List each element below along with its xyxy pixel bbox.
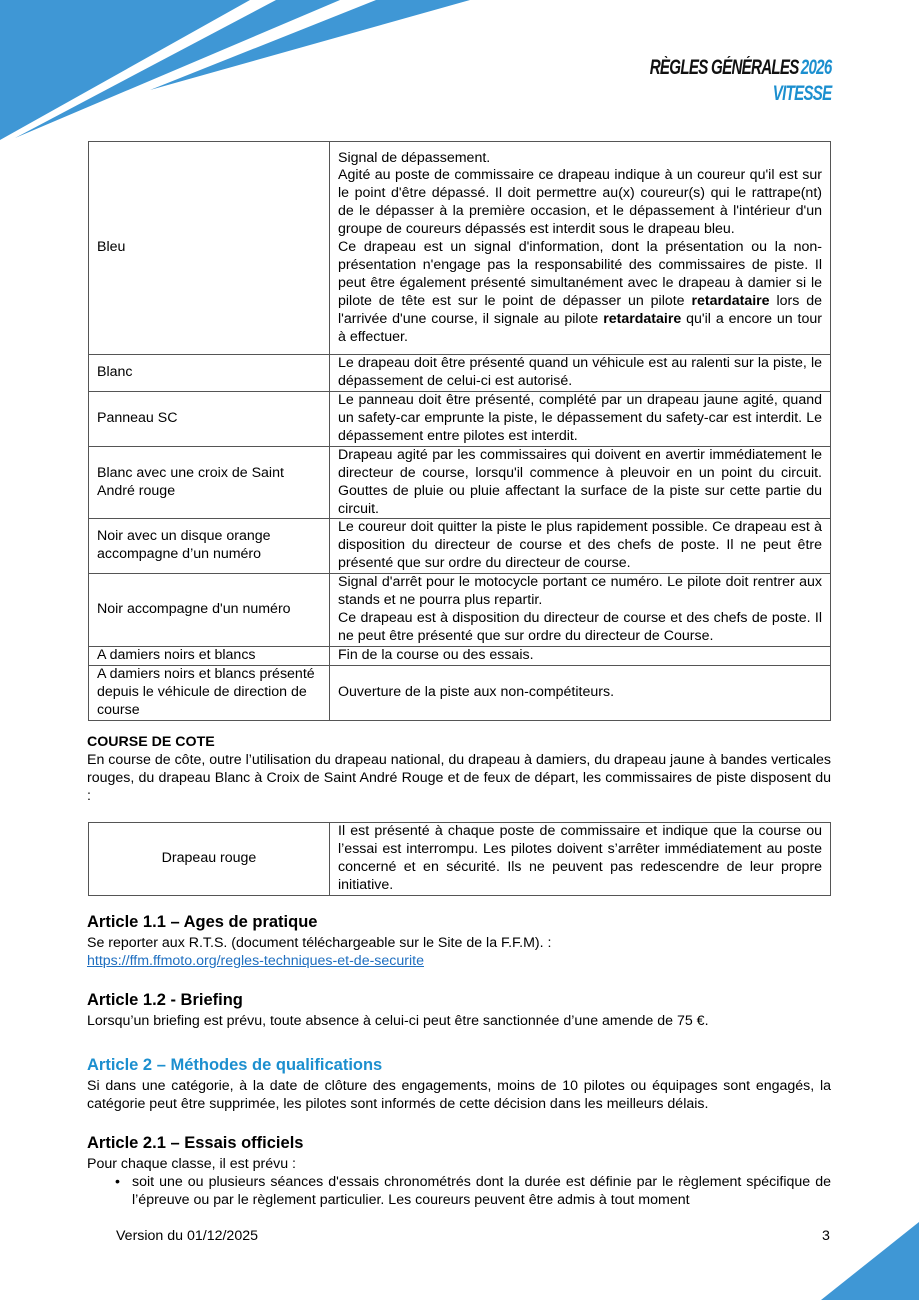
article-1-1 [87, 912, 831, 971]
flag-description: Le coureur doit quitter la piste le plus rapidement possible. Ce drapeau est à disposition du directeur de course et des chefs de poste. Il ne peut être présenté que sur ordre du directeur de course. [330, 519, 831, 574]
article-intro: Pour chaque classe, il est prévu : [87, 1156, 296, 1172]
flag-name: Blanc avec une croix de Saint André rouge [89, 446, 330, 519]
footer-version: Version du 01/12/2025 [116, 1228, 258, 1244]
flag-description: Le drapeau doit être présenté quand un véhicule est au ralenti sur la piste, le dépassement de celui-ci est autorisé. [330, 355, 831, 392]
table-row [89, 355, 831, 392]
table-row [89, 519, 831, 574]
flags-table [88, 141, 831, 721]
article-heading: Article 2 – Méthodes de qualifications [87, 1056, 383, 1074]
article-text: Se reporter aux R.T.S. (document téléchargeable sur le Site de la F.F.M). : [87, 935, 552, 951]
header-title-year: 2026 [801, 56, 832, 79]
article-heading: Article 1.2 - Briefing [87, 991, 243, 1009]
desc-text: Ce drapeau est un signal d'information, dont la présentation ou la non-présentation n'engage pas la responsabilité des commissaires de piste. Il peut être également présenté simultanément avec le drapeau à damier si le pilote de tête est sur le point de dépasser un pilote [338, 239, 822, 309]
table-row [89, 142, 831, 355]
flag-name: Panneau SC [89, 391, 330, 446]
desc-bold: retardataire [603, 310, 682, 327]
desc-text: Agité au poste de commissaire ce drapeau indique à un coureur qu'il est sur le point d'être dépassé. Il doit permettre au(x) coureur(s) qui le rattrape(nt) de le dépasser à la première occasion, et le dépassement à l'intérieur d'un groupe de coureurs dépassés est interdit sous le drapeau bleu. [338, 167, 822, 238]
flag-name: Drapeau rouge [89, 823, 330, 896]
flag-description [330, 574, 831, 647]
header-decoration [0, 0, 480, 145]
desc-text: Signal d'arrêt pour le motocycle portant ce numéro. Le pilote doit rentrer aux stands et ne pourra plus repartir. [338, 574, 822, 609]
article-text: Lorsqu’un briefing est prévu, toute absence à celui-ci peut être sanctionnée d’une amende de 75 €. [87, 1013, 709, 1029]
flag-description [330, 142, 831, 355]
article-heading: Article 2.1 – Essais officiels [87, 1134, 304, 1152]
table-row [89, 391, 831, 446]
bullet-list [87, 1174, 831, 1210]
flag-description: Il est présenté à chaque poste de commissaire et indique que la course ou l’essai est interrompu. Les pilotes doivent s’arrêter immédiatement au poste concerné et en sécurité. Ils ne peuvent pas redescendre de leur propre initiative. [330, 823, 831, 896]
flag-description: Le panneau doit être présenté, complété par un drapeau jaune agité, quand un safety-car emprunte la piste, le dépassement du safety-car est interdit. Le dépassement entre pilotes est interdit. [330, 391, 831, 446]
desc-text: Signal de dépassement. [338, 149, 491, 166]
header-title-main: RÈGLES GÉNÉRALES [650, 56, 800, 79]
footer-decoration [819, 1220, 919, 1300]
desc-bold: retardataire [691, 292, 770, 309]
table-row [89, 574, 831, 647]
article-heading: Article 1.1 – Ages de pratique [87, 913, 318, 931]
flag-name: Noir avec un disque orange accompagne d’un numéro [89, 519, 330, 574]
desc-text: qu'il a encore un tour à effectuer. [338, 310, 822, 345]
flag-description: Ouverture de la piste aux non-compétiteurs. [330, 666, 831, 721]
table-row [89, 446, 831, 519]
footer-wedge [821, 1222, 919, 1300]
flag-name: Bleu [89, 142, 330, 355]
flag-name: A damiers noirs et blancs présenté depuis le véhicule de direction de course [89, 666, 330, 721]
flag-description: Fin de la course ou des essais. [330, 647, 831, 666]
list-item [87, 1174, 831, 1210]
bullet-icon: • [115, 1173, 120, 1190]
section-paragraph: En course de côte, outre l’utilisation du drapeau national, du drapeau à damiers, du drapeau jaune à bandes verticales rouges, du drapeau Blanc à Croix de Saint André Rouge et de feux de départ, les commissaires de piste disposent du : [87, 751, 831, 804]
course-de-cote-section [87, 734, 831, 806]
article-text: Si dans une catégorie, à la date de clôture des engagements, moins de 10 pilotes ou équipages sont engagés, la catégorie peut être supprimée, les pilotes sont informés de cette décision dans les meilleurs délais. [87, 1078, 831, 1112]
page-number: 3 [822, 1228, 830, 1244]
flag-description: Drapeau agité par les commissaires qui doivent en avertir immédiatement le directeur de course, lorsqu'il commence à pleuvoir en un point du circuit. Gouttes de pluie ou pluie affectant la surface de la piste sur cette partie du circuit. [330, 446, 831, 519]
document-header-title [650, 56, 832, 105]
table-row [89, 647, 831, 666]
article-1-2 [87, 990, 831, 1031]
red-flag-table [88, 822, 831, 896]
table-row [89, 823, 831, 896]
section-heading: COURSE DE COTE [87, 734, 215, 750]
header-subtitle: VITESSE [773, 82, 832, 105]
desc-text: Ce drapeau est à disposition du directeur de course et des chefs de poste. Il ne peut être présenté que sur ordre du directeur de Course. [338, 610, 822, 645]
rts-link[interactable]: https://ffm.ffmoto.org/regles-techniques-et-de-securite [87, 952, 424, 969]
flag-name: Noir accompagne d'un numéro [89, 574, 330, 647]
desc-text: lors de l'arrivée d'une course, il signale au pilote [338, 292, 822, 327]
article-2-1 [87, 1133, 831, 1210]
list-item-text: soit une ou plusieurs séances d'essais chronométrés dont la durée est définie par le règlement spécifique de l’épreuve ou par le règlement particulier. Les coureurs peuvent être admis à tout moment [132, 1173, 831, 1208]
article-2 [87, 1055, 831, 1114]
flag-name: A damiers noirs et blancs [89, 647, 330, 666]
table-row [89, 666, 831, 721]
flag-name: Blanc [89, 355, 330, 392]
